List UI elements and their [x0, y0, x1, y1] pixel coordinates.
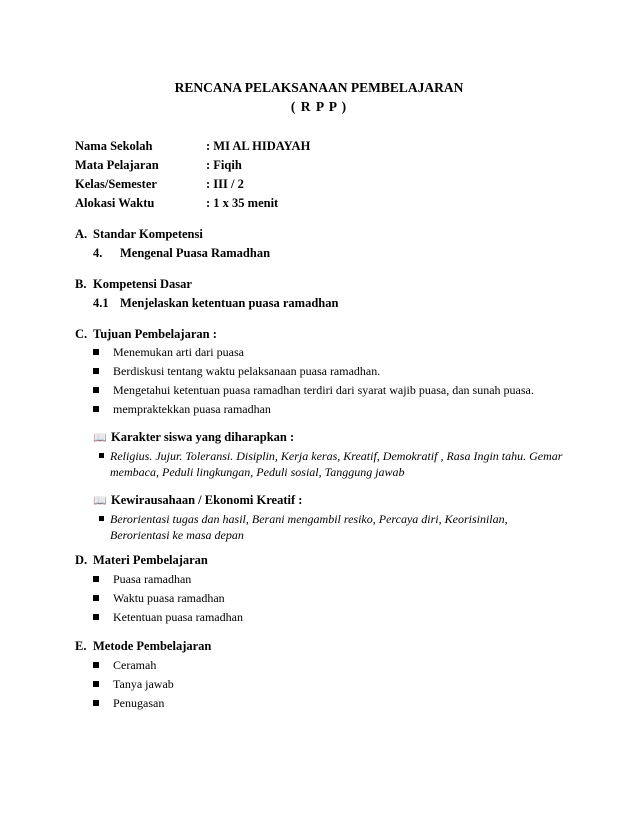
document-title: RENCANA PELAKSANAAN PEMBELAJARAN	[174, 80, 464, 95]
bullet-square-icon	[93, 681, 99, 687]
bullet-square-icon	[93, 614, 99, 620]
bullet-square-icon	[99, 453, 104, 458]
item-number: 4.	[93, 246, 103, 260]
bullet-square-icon	[93, 368, 99, 374]
section-a-item	[93, 246, 270, 261]
kewirausahaan-heading: 📖 Kewirausahaan / Ekonomi Kreatif :	[93, 493, 303, 507]
info-row-time	[75, 196, 278, 211]
info-row-class	[75, 177, 244, 192]
item-text: Mengenal Puasa Ramadhan	[120, 246, 271, 260]
open-book-icon: 📖	[93, 494, 107, 507]
bullet-square-icon	[99, 516, 104, 521]
karakter-heading: 📖 Karakter siswa yang diharapkan :	[93, 430, 295, 444]
info-label: Mata Pelajaran	[75, 158, 159, 172]
section-e-heading	[75, 639, 211, 654]
section-title: Tujuan Pembelajaran :	[93, 327, 217, 341]
section-letter: D.	[75, 553, 88, 567]
list-item: Berdiskusi tentang waktu pelaksanaan puasa ramadhan.	[93, 364, 593, 379]
section-d-heading	[75, 553, 208, 568]
info-label: Nama Sekolah	[75, 139, 153, 153]
section-c-heading	[75, 327, 217, 342]
info-value: : III / 2	[206, 177, 244, 191]
bullet-square-icon	[93, 700, 99, 706]
bullet-square-icon	[93, 576, 99, 582]
section-a-heading	[75, 227, 203, 242]
info-label: Kelas/Semester	[75, 177, 157, 191]
karakter-list-item: Religius. Jujur. Toleransi. Disiplin, Kerja keras, Kreatif, Demokratif , Rasa Ingin tahu. Gemar membaca, Peduli lingkungan, Peduli sosial, Tanggung jawab	[99, 448, 569, 480]
kewirausahaan-list-item: Berorientasi tugas dan hasil, Berani mengambil resiko, Percaya diri, Keorisinilan, Berorientasi ke masa depan	[99, 511, 569, 543]
section-title: Materi Pembelajaran	[93, 553, 208, 567]
list-item: Mengetahui ketentuan puasa ramadhan terdiri dari syarat wajib puasa, dan sunah puasa.	[93, 383, 593, 398]
section-b-heading	[75, 277, 192, 292]
info-value: : 1 x 35 menit	[206, 196, 279, 210]
info-row-subject	[75, 158, 242, 173]
list-item: Penugasan	[93, 696, 593, 711]
section-letter: C.	[75, 327, 88, 341]
bullet-square-icon	[93, 406, 99, 412]
list-item: mempraktekkan puasa ramadhan	[93, 402, 593, 417]
section-title: Kompetensi Dasar	[93, 277, 192, 291]
section-letter: B.	[75, 277, 87, 291]
document-subtitle: ( R P P )	[290, 99, 348, 114]
list-item: Menemukan arti dari puasa	[93, 345, 593, 360]
list-item: Ketentuan puasa ramadhan	[93, 610, 593, 625]
list-item: Puasa ramadhan	[93, 572, 593, 587]
section-b-item	[93, 296, 338, 311]
info-value: : MI AL HIDAYAH	[206, 139, 311, 153]
list-item: Tanya jawab	[93, 677, 593, 692]
open-book-icon: 📖	[93, 431, 107, 444]
list-item: Waktu puasa ramadhan	[93, 591, 593, 606]
section-title: Standar Kompetensi	[93, 227, 203, 241]
item-text: Menjelaskan ketentuan puasa ramadhan	[120, 296, 339, 310]
info-label: Alokasi Waktu	[75, 196, 155, 210]
info-row-school	[75, 139, 310, 154]
info-value: : Fiqih	[206, 158, 242, 172]
item-number: 4.1	[93, 296, 109, 310]
section-letter: E.	[75, 639, 87, 653]
bullet-square-icon	[93, 387, 99, 393]
section-title: Metode Pembelajaran	[93, 639, 212, 653]
list-item: Ceramah	[93, 658, 593, 673]
section-letter: A.	[75, 227, 88, 241]
bullet-square-icon	[93, 595, 99, 601]
bullet-square-icon	[93, 349, 99, 355]
bullet-square-icon	[93, 662, 99, 668]
